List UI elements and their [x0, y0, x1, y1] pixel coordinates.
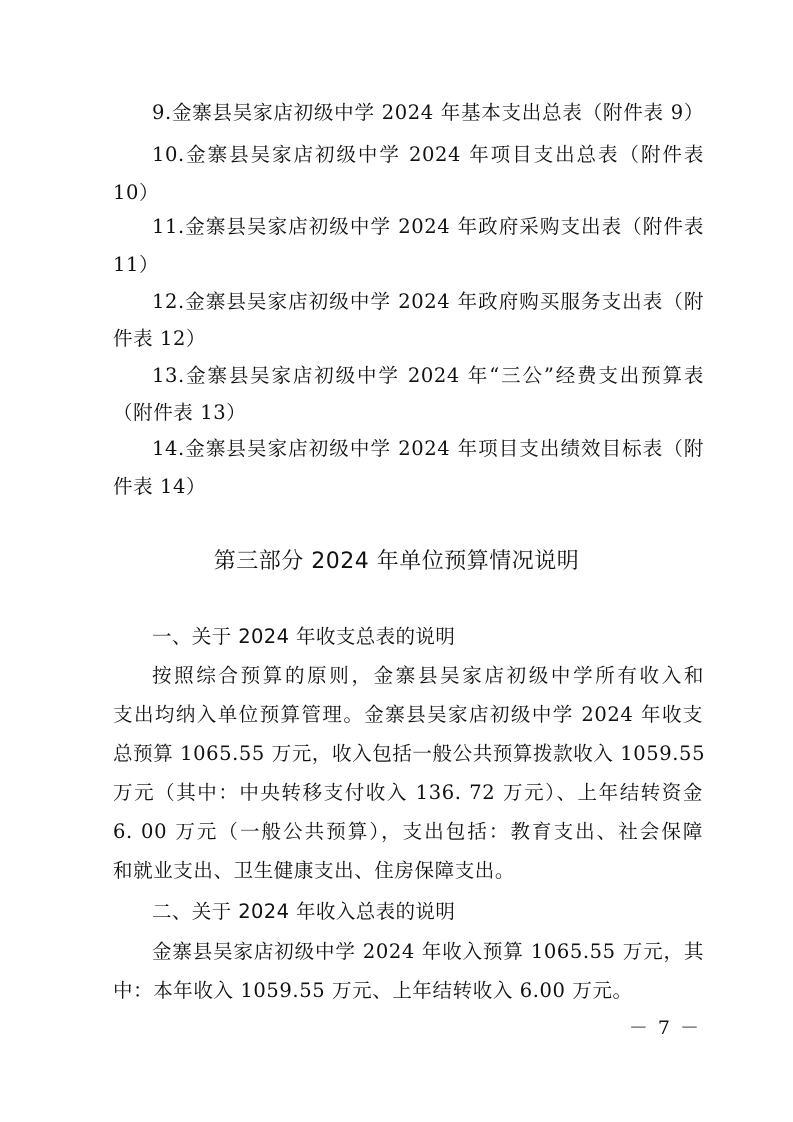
- section-1-line-2: 支出均纳入单位预算管理。金寨县吴家店初级中学 2024 年收支: [113, 703, 703, 726]
- annex-item-10-line-2: 10）: [113, 181, 160, 204]
- annex-item-13-line-1: 13.金寨县吴家店初级中学 2024 年“三公”经费支出预算表: [152, 364, 704, 387]
- annex-item-12-line-2: 件表 12）: [113, 327, 207, 350]
- section-2-heading: 二、关于 2024 年收入总表的说明: [152, 900, 456, 923]
- section-1-line-1: 按照综合预算的原则，金寨县吴家店初级中学所有收入和: [152, 664, 704, 687]
- section-2-line-2: 中：本年收入 1059.55 万元、上年结转收入 6.00 万元。: [113, 979, 633, 1002]
- annex-item-11-line-2: 11）: [113, 253, 160, 276]
- annex-item-11-line-1: 11.金寨县吴家店初级中学 2024 年政府采购支出表（附件表: [152, 215, 704, 238]
- part-title: 第三部分 2024 年单位预算情况说明: [213, 549, 580, 574]
- section-1-line-3: 总预算 1065.55 万元，收入包括一般公共预算拨款收入 1059.55: [113, 742, 706, 765]
- annex-item-14-line-1: 14.金寨县吴家店初级中学 2024 年项目支出绩效目标表（附: [152, 437, 704, 460]
- section-1-line-4: 万元（其中：中央转移支付收入 136. 72 万元）、上年结转资金: [113, 781, 703, 804]
- section-1-line-5: 6. 00 万元（一般公共预算），支出包括：教育支出、社会保障: [113, 820, 703, 843]
- section-1-heading: 一、关于 2024 年收支总表的说明: [152, 625, 456, 648]
- section-2-line-1: 金寨县吴家店初级中学 2024 年收入预算 1065.55 万元，其: [152, 940, 704, 963]
- annex-item-13-line-2: （附件表 13）: [113, 401, 247, 424]
- page-number: － 7 －: [628, 1017, 701, 1039]
- annex-item-14-line-2: 件表 14）: [113, 475, 207, 498]
- annex-item-9-line-1: 9.金寨县吴家店初级中学 2024 年基本支出总表（附件表 9）: [152, 101, 704, 124]
- section-1-line-6: 和就业支出、卫生健康支出、住房保障支出。: [113, 859, 516, 882]
- annex-item-12-line-1: 12.金寨县吴家店初级中学 2024 年政府购买服务支出表（附: [152, 290, 704, 313]
- annex-item-10-line-1: 10.金寨县吴家店初级中学 2024 年项目支出总表（附件表: [152, 143, 704, 166]
